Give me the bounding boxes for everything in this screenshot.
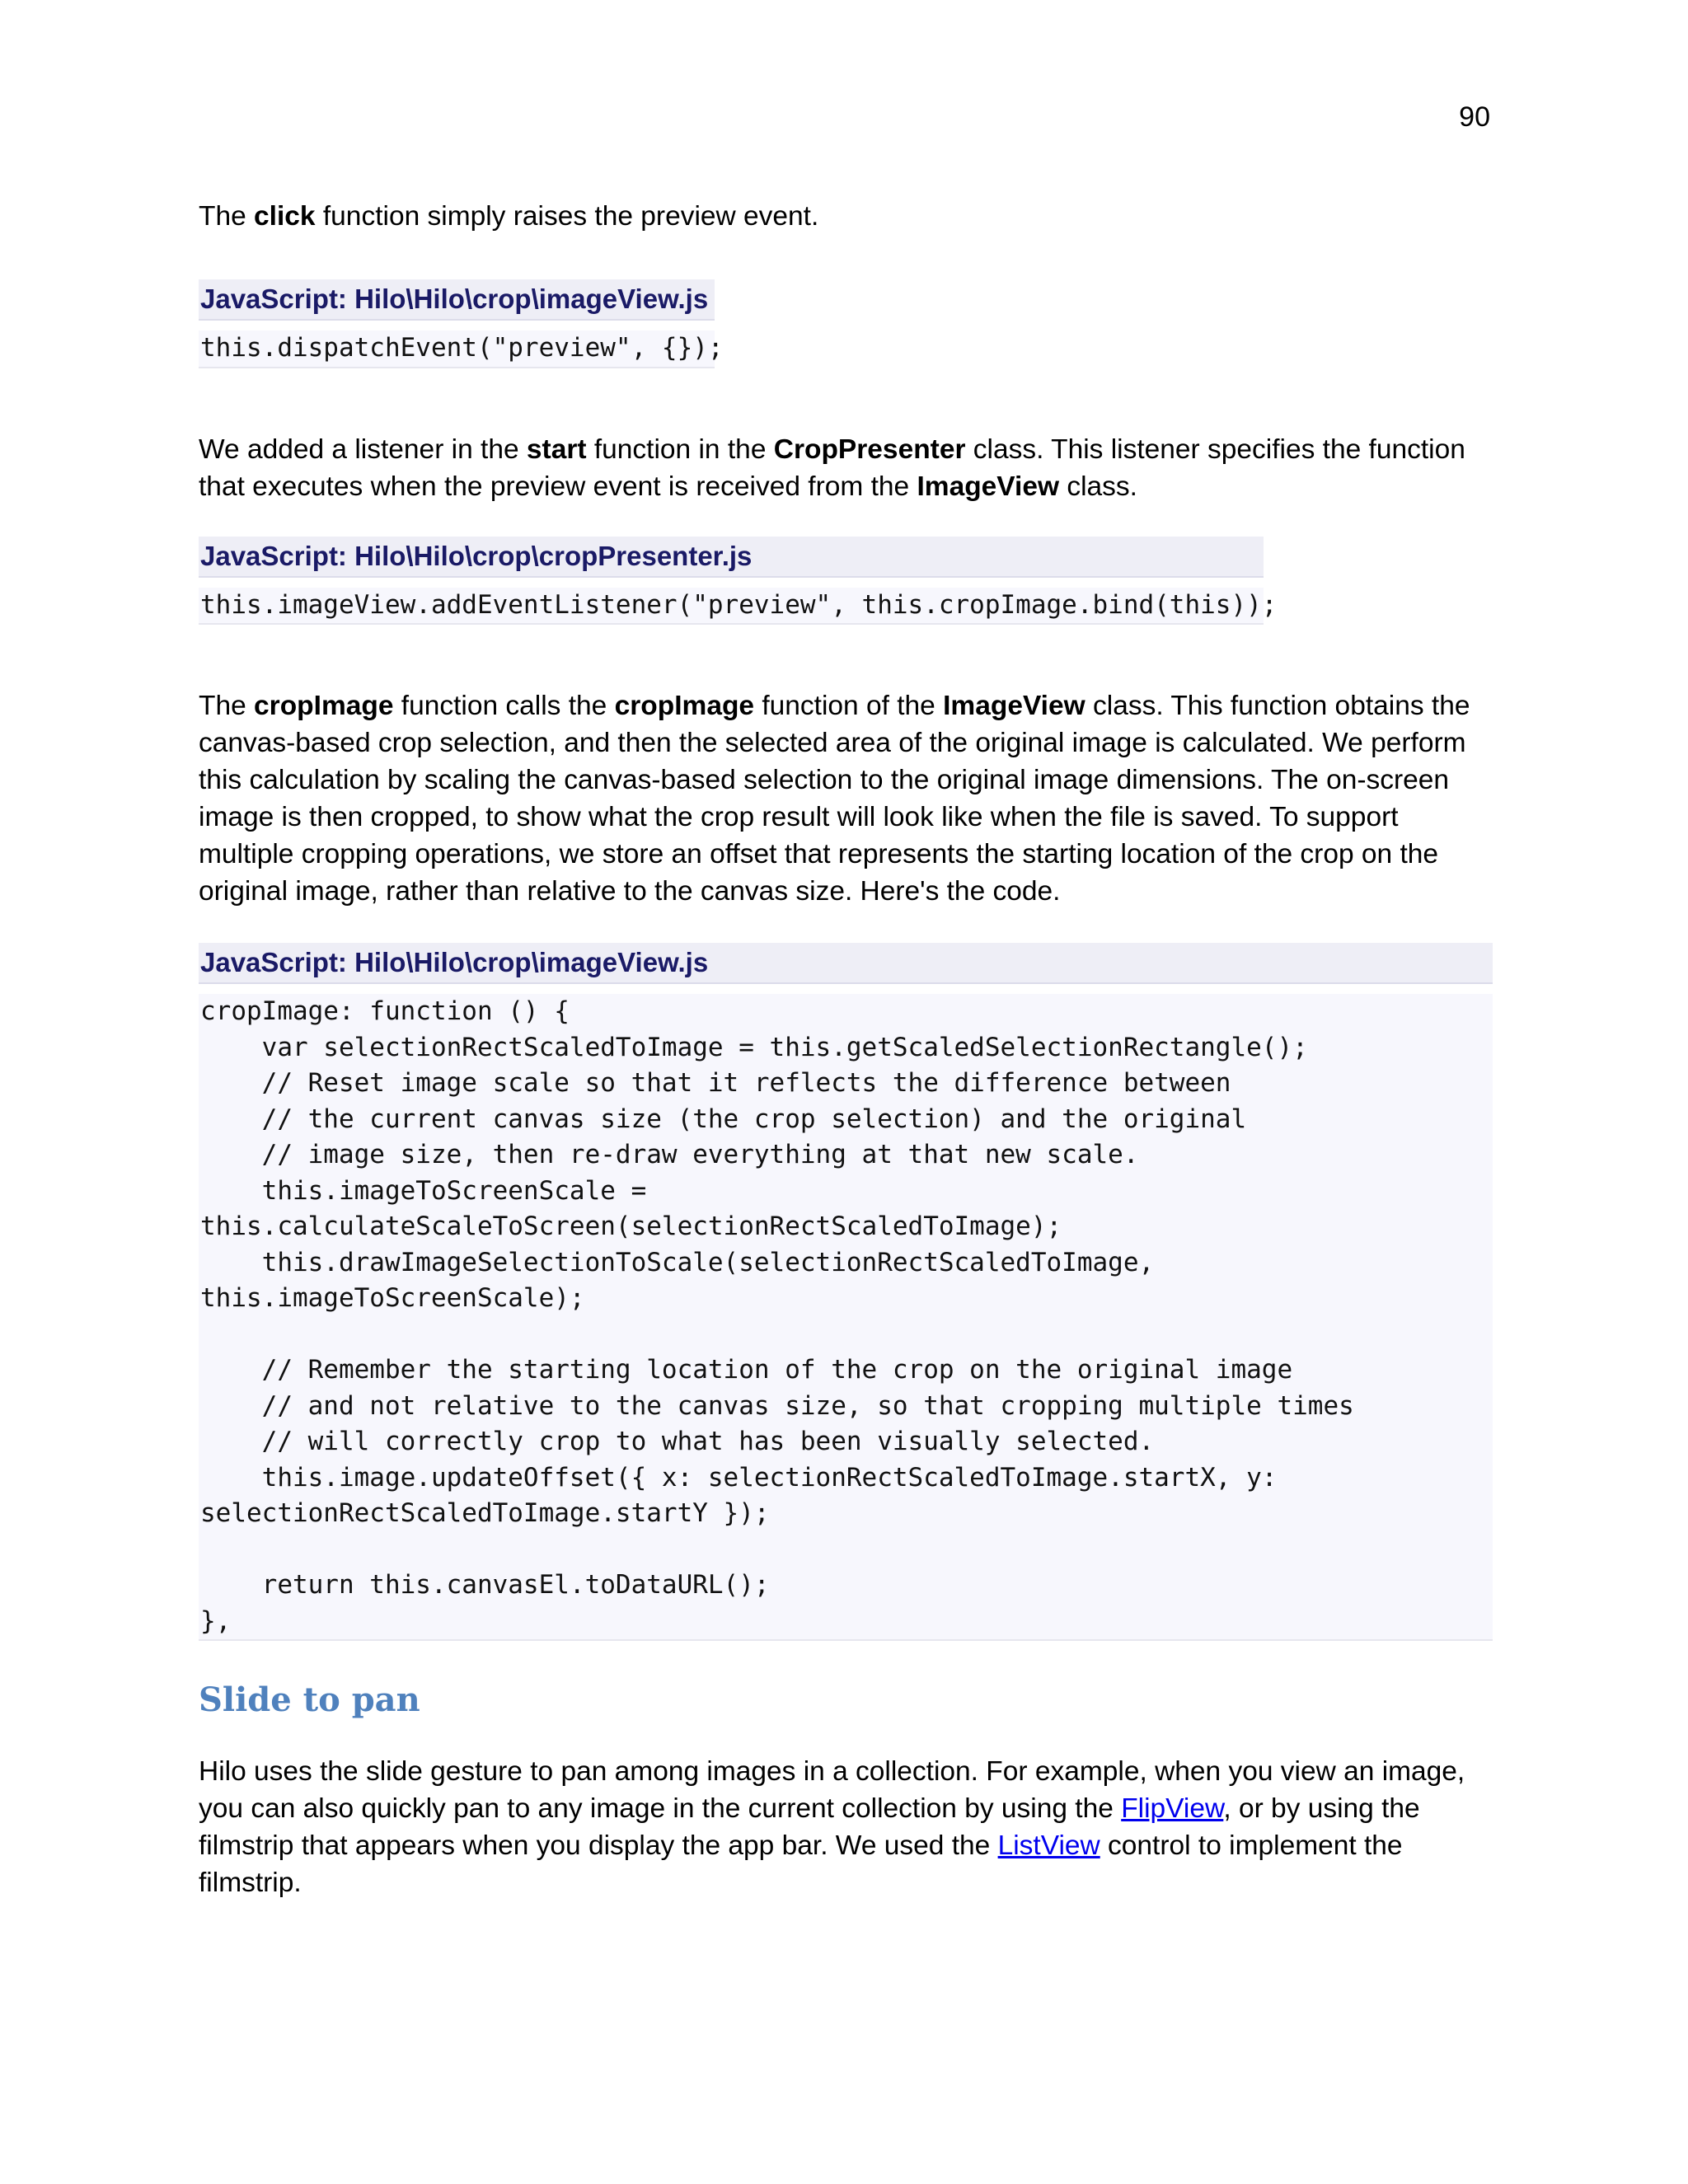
listview-link[interactable]: ListView	[997, 1830, 1100, 1861]
bold-term-click: click	[254, 201, 316, 232]
bold-term-imageview: ImageView	[943, 691, 1085, 721]
code-block: this.dispatchEvent("preview", {});	[199, 330, 715, 368]
text-run: We added a listener in the	[199, 434, 527, 465]
text-run: function in the	[586, 434, 774, 465]
bold-term-croppresenter: CropPresenter	[773, 434, 966, 465]
code-block: this.imageView.addEventListener("preview", this.cropImage.bind(this));	[199, 588, 1264, 626]
bold-term-start: start	[526, 434, 587, 465]
text-run: function simply raises the preview event.	[315, 201, 819, 232]
section-heading: Slide to pan	[199, 1680, 420, 1719]
flipview-link[interactable]: FlipView	[1121, 1793, 1224, 1824]
code-snippet-label: JavaScript: Hilo\Hilo\crop\imageView.js	[199, 279, 715, 321]
text-run: class.	[1059, 471, 1137, 502]
text-run: function of the	[754, 691, 944, 721]
code-snippet-label: JavaScript: Hilo\Hilo\crop\cropPresenter.js	[199, 537, 1264, 578]
code-snippet-cropimage	[199, 943, 1493, 1641]
code-snippet-dispatch-event	[199, 279, 724, 368]
text-run: , or by using the filmstrip that appears when you display the app bar. We used the	[199, 1793, 1420, 1861]
text-run: The	[199, 691, 255, 721]
bold-term-cropimage: cropImage	[254, 691, 394, 721]
page-content	[199, 198, 1493, 1901]
code-snippet-add-event-listener	[199, 537, 1278, 626]
page-number: 90	[1459, 101, 1490, 133]
bold-term-imageview: ImageView	[917, 471, 1060, 502]
text-run: class. This function obtains the canvas-based crop selection, and then the selected area of the original image is calculated. We perform this calculation by scaling the canvas-based selection to the original image dimensions. The on-screen image is then cropped, to show what the crop result will look like when the file is saved. To support multiple cropping operations, we store an offset that represents the starting location of the crop on the original image, rather than relative to the canvas size. Here's the code.	[199, 691, 1470, 907]
text-run: The	[199, 201, 255, 232]
code-snippet-label: JavaScript: Hilo\Hilo\crop\imageView.js	[199, 943, 1493, 984]
text-run: class. This listener specifies the function that executes when the preview event is received from the	[199, 434, 1465, 502]
paragraph-cropimage	[199, 687, 1493, 910]
code-block: cropImage: function () { var selectionRectScaledToImage = this.getScaledSelectionRectangle(); // Reset image scale so that it reflects the difference between // the current canvas size (the crop selection) and the original // image size, then re-draw everything at that new scale. this.imageToScreenScale = this.calculateScaleToScreen(selectionRectScaledToImage); this.drawImageSelectionToScale(selectionRectScaledToImage, this.imageToScreenScale); // Remember the starting location of the crop on the original image // and not relative to the canvas size, so that cropping multiple times // will correctly crop to what has been visually selected. this.image.updateOffset({ x: selectionRectScaledToImage.startX, y: selectionRectScaledToImage.startY }); return this.canvasEl.toDataURL(); },	[199, 994, 1493, 1641]
text-run: function calls the	[393, 691, 615, 721]
bold-term-cropimage: cropImage	[614, 691, 755, 721]
text-run: Hilo uses the slide gesture to pan among images in a collection. For example, when you view an image, you can also quickly pan to any image in the current collection by using the	[199, 1756, 1465, 1824]
paragraph-click-function	[199, 198, 1493, 235]
paragraph-slide-to-pan	[199, 1753, 1493, 1901]
paragraph-listener	[199, 431, 1493, 505]
text-run: control to implement the filmstrip.	[199, 1830, 1403, 1898]
